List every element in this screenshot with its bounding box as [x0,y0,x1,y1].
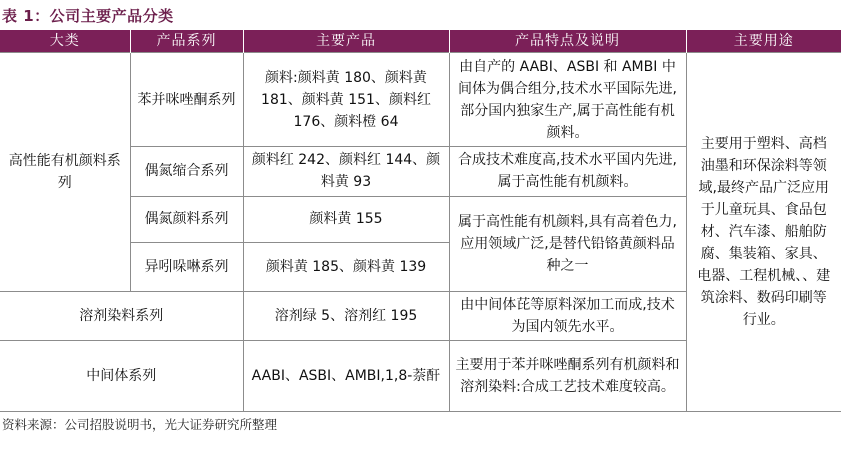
usage-cell: 主要用于塑料、高档油墨和环保涂料等领域,最终产品广泛应用于儿童玩具、食品包材、汽车漆、船舶防腐、集装箱、家具、电器、工程机械、、建筑涂料、数码印刷等行业。 [686,53,841,412]
header-features: 产品特点及说明 [449,30,686,53]
series-cell: 偶氮缩合系列 [130,147,243,197]
category-cell: 中间体系列 [0,341,243,412]
products-cell: 颜料红 242、颜料红 144、颜料黄 93 [243,147,449,197]
series-cell: 异吲哚啉系列 [130,243,243,292]
features-cell: 由自产的 AABI、ASBI 和 AMBI 中间体为偶合组分,技术水平国际先进,部分国内独家生产,属于高性能有机颜料。 [449,53,686,147]
table-title: 表 1：公司主要产品分类 [2,7,174,25]
header-series: 产品系列 [130,30,243,53]
features-cell: 属于高性能有机颜料,具有高着色力,应用领域广泛,是替代铅铬黄颜料品种之一 [449,196,686,291]
features-cell: 由中间体芘等原料深加工而成,技术为国内领先水平。 [449,291,686,341]
table-header-row [0,30,841,53]
features-cell: 主要用于苯并咪唑酮系列有机颜料和溶剂染料:合成工艺技术难度较高。 [449,341,686,412]
products-cell: AABI、ASBI、AMBI,1,8-萘酐 [243,341,449,412]
category-cell: 高性能有机颜料系列 [0,53,130,292]
category-cell: 溶剂染料系列 [0,291,243,341]
series-cell: 偶氮颜料系列 [130,196,243,243]
header-category: 大类 [0,30,130,53]
header-usage: 主要用途 [686,30,841,53]
products-cell: 颜料:颜料黄 180、颜料黄 181、颜料黄 151、颜料红 176、颜料橙 64 [243,53,449,147]
header-products: 主要产品 [243,30,449,53]
source-note: 资料来源：公司招股说明书，光大证券研究所整理 [2,417,278,432]
product-classification-table [0,30,841,412]
products-cell: 颜料黄 185、颜料黄 139 [243,243,449,292]
products-cell: 溶剂绿 5、溶剂红 195 [243,291,449,341]
products-cell: 颜料黄 155 [243,196,449,243]
series-cell: 苯并咪唑酮系列 [130,53,243,147]
table-row [0,53,841,147]
features-cell: 合成技术难度高,技术水平国内先进,属于高性能有机颜料。 [449,147,686,197]
